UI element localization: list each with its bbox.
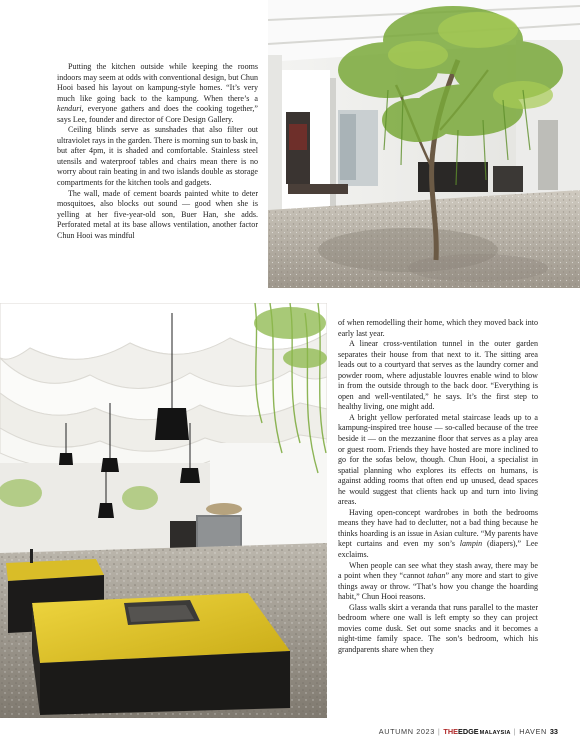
article-paragraph xyxy=(57,125,258,188)
italic-term: tahan xyxy=(427,571,446,581)
magazine-logo-the: THE xyxy=(443,727,458,736)
issue-season: AUTUMN 2023 xyxy=(378,727,435,736)
paragraph-text: Ceiling blinds serve as sunshades that also filter out ultraviolet rays in the garden. There is morning sun to bask in, but after 4pm, it is shaded and comfortable. Stainless steel utensils and waterproof tables and chairs mean there is no worry about rain beating in and two islands double as storage compartments for the kitchen tools and gadgets. xyxy=(57,125,258,188)
footer-separator: | xyxy=(437,727,441,736)
magazine-logo-country: MALAYSIA xyxy=(479,730,511,736)
paragraph-text: When people can see what they stash away, there may be a point when they “cannot xyxy=(338,560,538,581)
paragraph-text: The wall, made of cement boards painted white to deter mosquitoes, also blocks out sound — good when she is yelling at her five-year-old son, Buer Han, she adds. Perforated metal at its base allows ventilation, another factor Chun Hooi was mindful xyxy=(57,188,258,240)
section-name: HAVEN xyxy=(519,727,547,736)
outdoor-kitchen-photo xyxy=(0,303,327,718)
article-paragraph xyxy=(57,189,258,242)
paragraph-text: ” any more and start to give things away or throw. “That’s how you change the hoarding habit,” Chun Hooi reasons. xyxy=(338,571,538,602)
paragraph-text: Putting the kitchen outside while keeping the rooms indoors may seem at odds with conventional design, but Chun Hooi based his layout on kampung-style homes. “It’s very much like going back to the kampung. When there’s a xyxy=(57,62,258,103)
article-column-right xyxy=(338,318,538,656)
paragraph-text: Having open-concept wardrobes in both the bedrooms means they have had to declutter, not a bad thing because he thinks hoarding is an issue in Asian culture. “My parents have kept curtains and even my son’s xyxy=(338,507,538,549)
article-paragraph xyxy=(338,339,538,413)
paragraph-text: of when remodelling their home, which they moved back into early last year. xyxy=(338,318,538,338)
paragraph-text: Glass walls skirt a veranda that runs parallel to the master bedroom where one wall is left empty so they can project movies come dusk. Set out some snacks and it becomes a night-time family space. The son’s bedroom, which his grandparents share when they xyxy=(338,602,538,654)
article-paragraph xyxy=(338,318,538,339)
italic-term: kenduri xyxy=(57,104,82,114)
article-paragraph xyxy=(338,561,538,603)
page-number: 33 xyxy=(549,727,558,736)
footer-separator: | xyxy=(513,727,517,736)
italic-term: lampin xyxy=(459,539,483,549)
paragraph-text: , everyone gathers and does the cooking together,” says Lee, founder and director of Core Design Gallery. xyxy=(57,104,258,124)
article-paragraph xyxy=(338,603,538,656)
paragraph-text: A linear cross-ventilation tunnel in the outer garden separates their house from that next to it. The sitting area leads out to a courtyard that serves as the laundry corner and powder room, where adjustable louvres enable wind to blow in from the outside through to the back door. “Everything is open and well-ventilated,” he says. It’s the first step to healthy living, one might add. xyxy=(338,339,538,412)
article-column-left xyxy=(57,62,258,241)
paragraph-text: (diapers),” Lee exclaims. xyxy=(338,539,538,560)
article-paragraph xyxy=(338,413,538,508)
paragraph-text: A bright yellow perforated metal staircase leads up to a kampung-inspired tree house — so-called because of the tree beside it — on the mezzanine floor that serves as a play area or guest room. Friends they have hosted are more inclined to go for the sofas below, though. Chun Hooi, a specialist in spatial planning who explores its effects on humans, is against adding rooms that often end up unused, dead spaces he would suggest that clients hack up and turn into living areas. xyxy=(338,412,538,507)
article-paragraph xyxy=(57,62,258,125)
article-paragraph xyxy=(338,508,538,561)
courtyard-tree-photo xyxy=(268,0,580,288)
page-footer xyxy=(300,727,558,741)
magazine-logo-edge: EDGE xyxy=(457,727,479,736)
